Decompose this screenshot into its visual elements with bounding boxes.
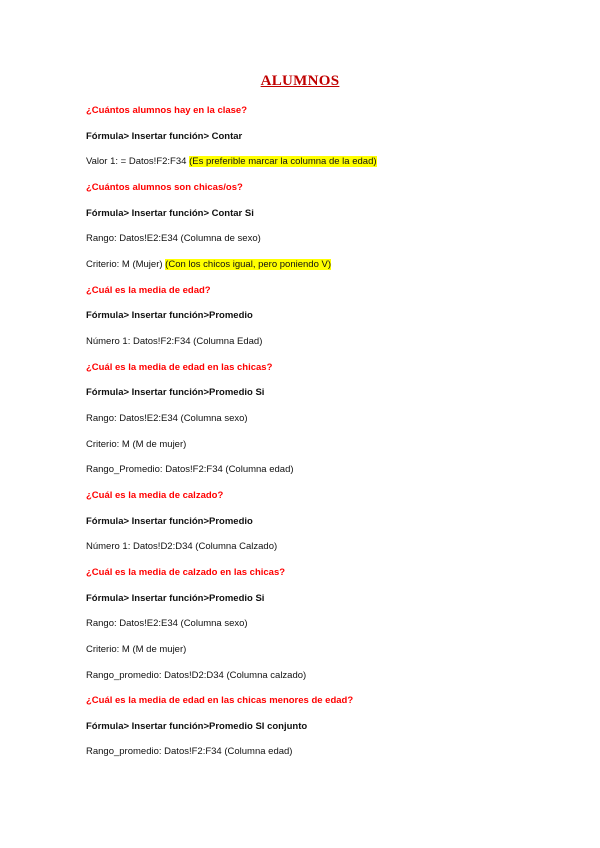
detail-line	[86, 259, 331, 271]
detail-line: Criterio: M (M de mujer)	[86, 644, 187, 655]
detail-line: Rango_promedio: Datos!F2:F34 (Columna edad)	[86, 746, 293, 757]
detail-line: Criterio: M (M de mujer)	[86, 439, 187, 450]
formula-line: Fórmula> Insertar función> Contar Si	[86, 208, 254, 219]
detail-text: Criterio: M (Mujer)	[86, 259, 166, 270]
formula-line: Fórmula> Insertar función>Promedio SI conjunto	[86, 721, 308, 732]
question-line: ¿Cuál es la media de edad en las chicas menores de edad?	[86, 695, 354, 706]
detail-line: Número 1: Datos!D2:D34 (Columna Calzado)	[86, 541, 278, 552]
question-line: ¿Cuál es la media de calzado en las chicas?	[86, 567, 286, 578]
highlighted-note: (Con los chicos igual, pero poniendo V)	[165, 259, 331, 270]
formula-line: Fórmula> Insertar función>Promedio	[86, 516, 253, 527]
detail-line: Rango_promedio: Datos!D2:D34 (Columna calzado)	[86, 670, 307, 681]
question-line: ¿Cuántos alumnos son chicas/os?	[86, 182, 243, 193]
detail-line: Rango: Datos!E2:E34 (Columna sexo)	[86, 618, 248, 629]
question-line: ¿Cuántos alumnos hay en la clase?	[86, 105, 248, 116]
question-line: ¿Cuál es la media de edad en las chicas?	[86, 362, 273, 373]
detail-line	[86, 156, 377, 168]
formula-line: Fórmula> Insertar función>Promedio Si	[86, 593, 265, 604]
detail-line: Rango_Promedio: Datos!F2:F34 (Columna edad)	[86, 464, 294, 475]
formula-line: Fórmula> Insertar función>Promedio Si	[86, 387, 265, 398]
question-line: ¿Cuál es la media de edad?	[86, 285, 211, 296]
detail-line: Rango: Datos!E2:E34 (Columna sexo)	[86, 413, 248, 424]
formula-line: Fórmula> Insertar función> Contar	[86, 131, 243, 142]
formula-line: Fórmula> Insertar función>Promedio	[86, 310, 253, 321]
detail-line: Rango: Datos!E2:E34 (Columna de sexo)	[86, 233, 261, 244]
detail-text: Valor 1: = Datos!F2:F34	[86, 156, 190, 167]
detail-line: Número 1: Datos!F2:F34 (Columna Edad)	[86, 336, 263, 347]
highlighted-note: (Es preferible marcar la columna de la edad)	[189, 156, 377, 167]
question-line: ¿Cuál es la media de calzado?	[86, 490, 224, 501]
page-title: ALUMNOS	[260, 73, 340, 89]
